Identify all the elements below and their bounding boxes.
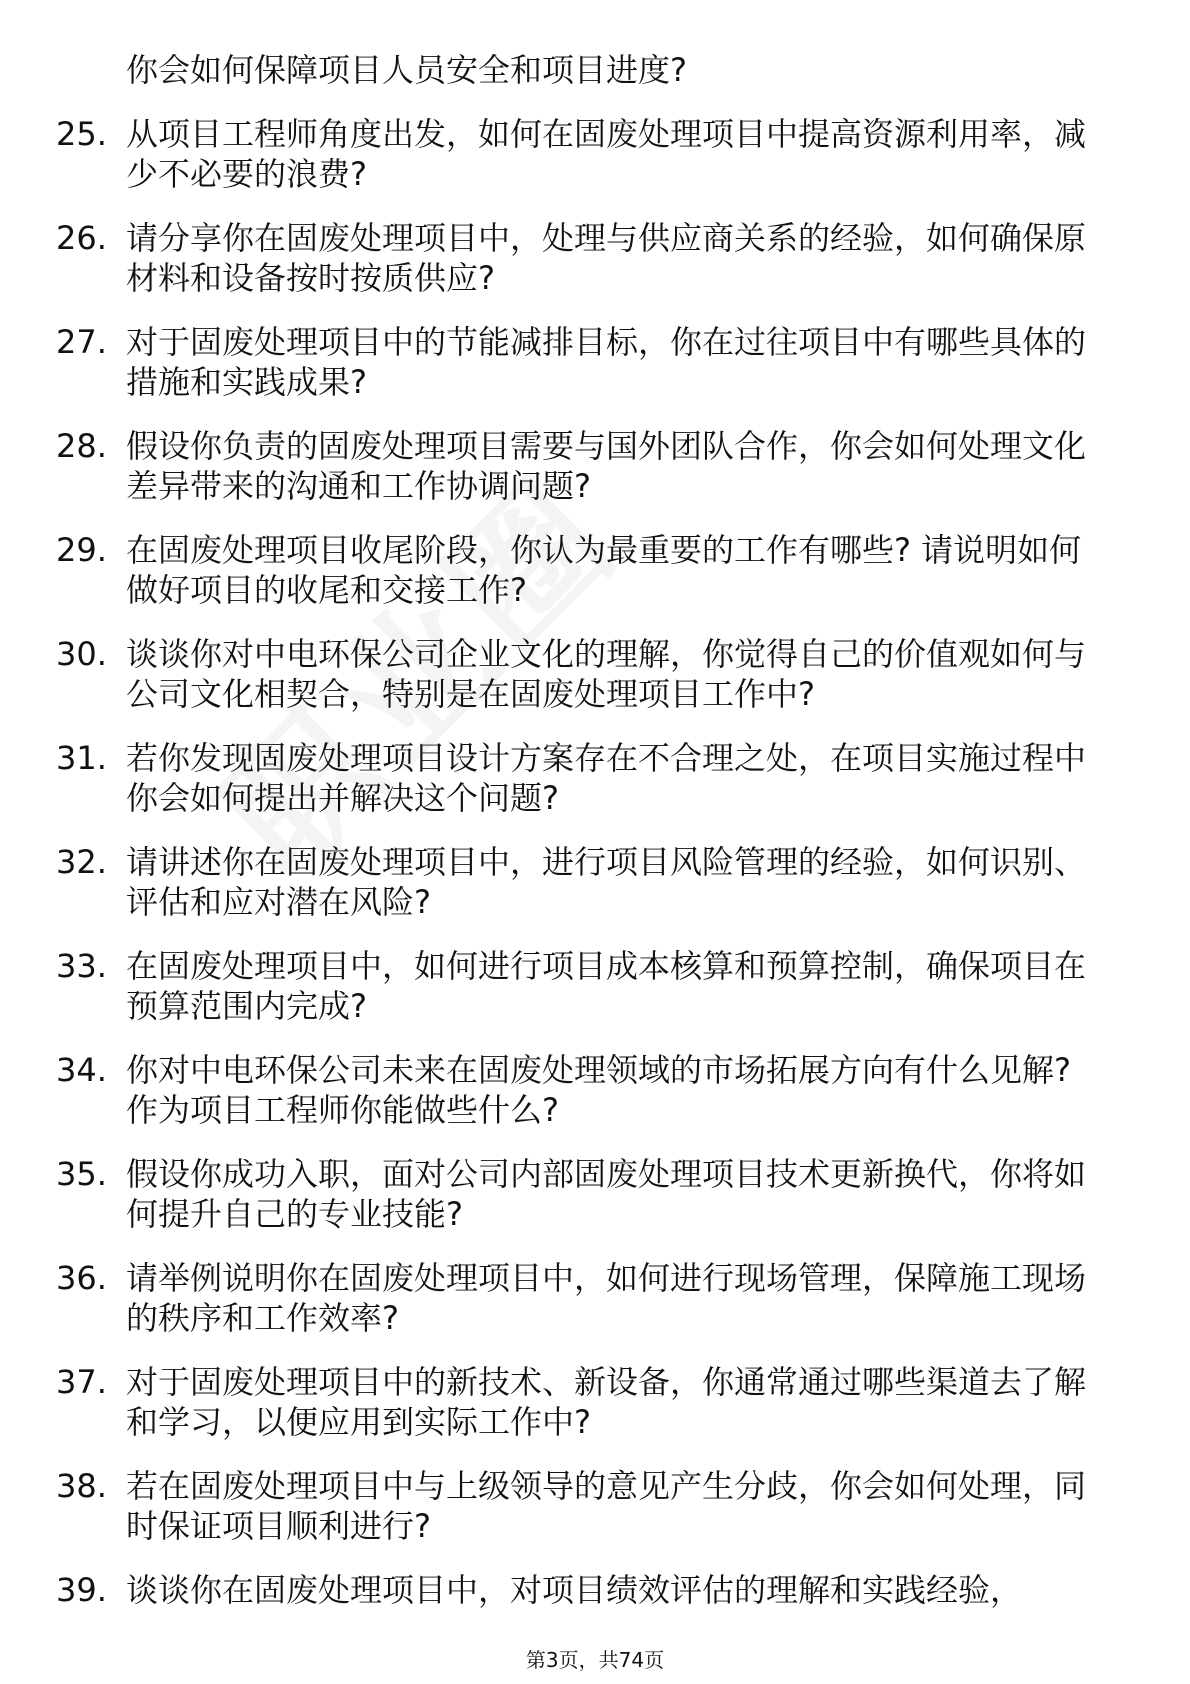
question-number: 34. xyxy=(56,1051,107,1089)
question-number: 35. xyxy=(56,1155,107,1193)
question-text: 对于固废处理项目中的新技术、新设备，你通常通过哪些渠道去了解和学习，以便应用到实际工作中? xyxy=(126,1363,1087,1441)
question-text: 假设你成功入职，面对公司内部固废处理项目技术更新换代，你将如何提升自己的专业技能? xyxy=(126,1155,1087,1233)
question-item xyxy=(0,842,1190,922)
question-item xyxy=(0,1362,1190,1442)
question-list xyxy=(0,50,1190,1650)
page-number-footer: 第3页，共74页 xyxy=(525,1648,665,1672)
question-number: 29. xyxy=(56,531,107,569)
question-item xyxy=(0,1570,1190,1650)
question-item xyxy=(0,530,1190,610)
question-item xyxy=(0,1050,1190,1130)
question-number: 38. xyxy=(56,1467,107,1505)
question-item xyxy=(0,1466,1190,1546)
question-number: 25. xyxy=(56,115,107,153)
question-number: 26. xyxy=(56,219,107,257)
question-number: 37. xyxy=(56,1363,107,1401)
question-number: 33. xyxy=(56,947,107,985)
question-text: 谈谈你在固废处理项目中，对项目绩效评估的理解和实践经验， xyxy=(126,1571,1023,1609)
question-number: 28. xyxy=(56,427,107,465)
question-number: 30. xyxy=(56,635,107,673)
question-item xyxy=(0,738,1190,818)
question-text: 若你发现固废处理项目设计方案存在不合理之处，在项目实施过程中你会如何提出并解决这个问题? xyxy=(126,739,1087,817)
question-item xyxy=(0,426,1190,506)
question-text: 请分享你在固废处理项目中，处理与供应商关系的经验，如何确保原材料和设备按时按质供应? xyxy=(126,219,1087,297)
question-item xyxy=(0,946,1190,1026)
question-text: 若在固废处理项目中与上级领导的意见产生分歧，你会如何处理，同时保证项目顺利进行? xyxy=(126,1467,1087,1545)
question-text: 在固废处理项目收尾阶段，你认为最重要的工作有哪些? 请说明如何做好项目的收尾和交接工作? xyxy=(126,531,1082,609)
question-item xyxy=(0,634,1190,714)
question-number: 31. xyxy=(56,739,107,777)
question-text: 谈谈你对中电环保公司企业文化的理解，你觉得自己的价值观如何与公司文化相契合，特别是在固废处理项目工作中? xyxy=(126,635,1087,713)
question-text: 你对中电环保公司未来在固废处理领域的市场拓展方向有什么见解? 作为项目工程师你能做些什么? xyxy=(126,1051,1071,1129)
question-item xyxy=(0,114,1190,194)
question-number: 36. xyxy=(56,1259,107,1297)
question-text: 请讲述你在固废处理项目中，进行项目风险管理的经验，如何识别、评估和应对潜在风险? xyxy=(126,843,1087,921)
question-item xyxy=(0,322,1190,402)
question-item xyxy=(0,1258,1190,1338)
question-text: 假设你负责的固废处理项目需要与国外团队合作，你会如何处理文化差异带来的沟通和工作协调问题? xyxy=(126,427,1087,505)
question-text: 在固废处理项目中，如何进行项目成本核算和预算控制，确保项目在预算范围内完成? xyxy=(126,947,1087,1025)
question-text: 从项目工程师角度出发，如何在固废处理项目中提高资源利用率，减少不必要的浪费? xyxy=(126,115,1087,193)
question-item xyxy=(0,218,1190,298)
question-text: 对于固废处理项目中的节能减排目标，你在过往项目中有哪些具体的措施和实践成果? xyxy=(126,323,1087,401)
question-item xyxy=(0,1154,1190,1234)
question-number: 27. xyxy=(56,323,107,361)
question-number: 32. xyxy=(56,843,107,881)
question-number: 39. xyxy=(56,1571,107,1609)
question-text: 请举例说明你在固废处理项目中，如何进行现场管理，保障施工现场的秩序和工作效率? xyxy=(126,1259,1087,1337)
continued-question-text: 你会如何保障项目人员安全和项目进度? xyxy=(126,51,687,89)
